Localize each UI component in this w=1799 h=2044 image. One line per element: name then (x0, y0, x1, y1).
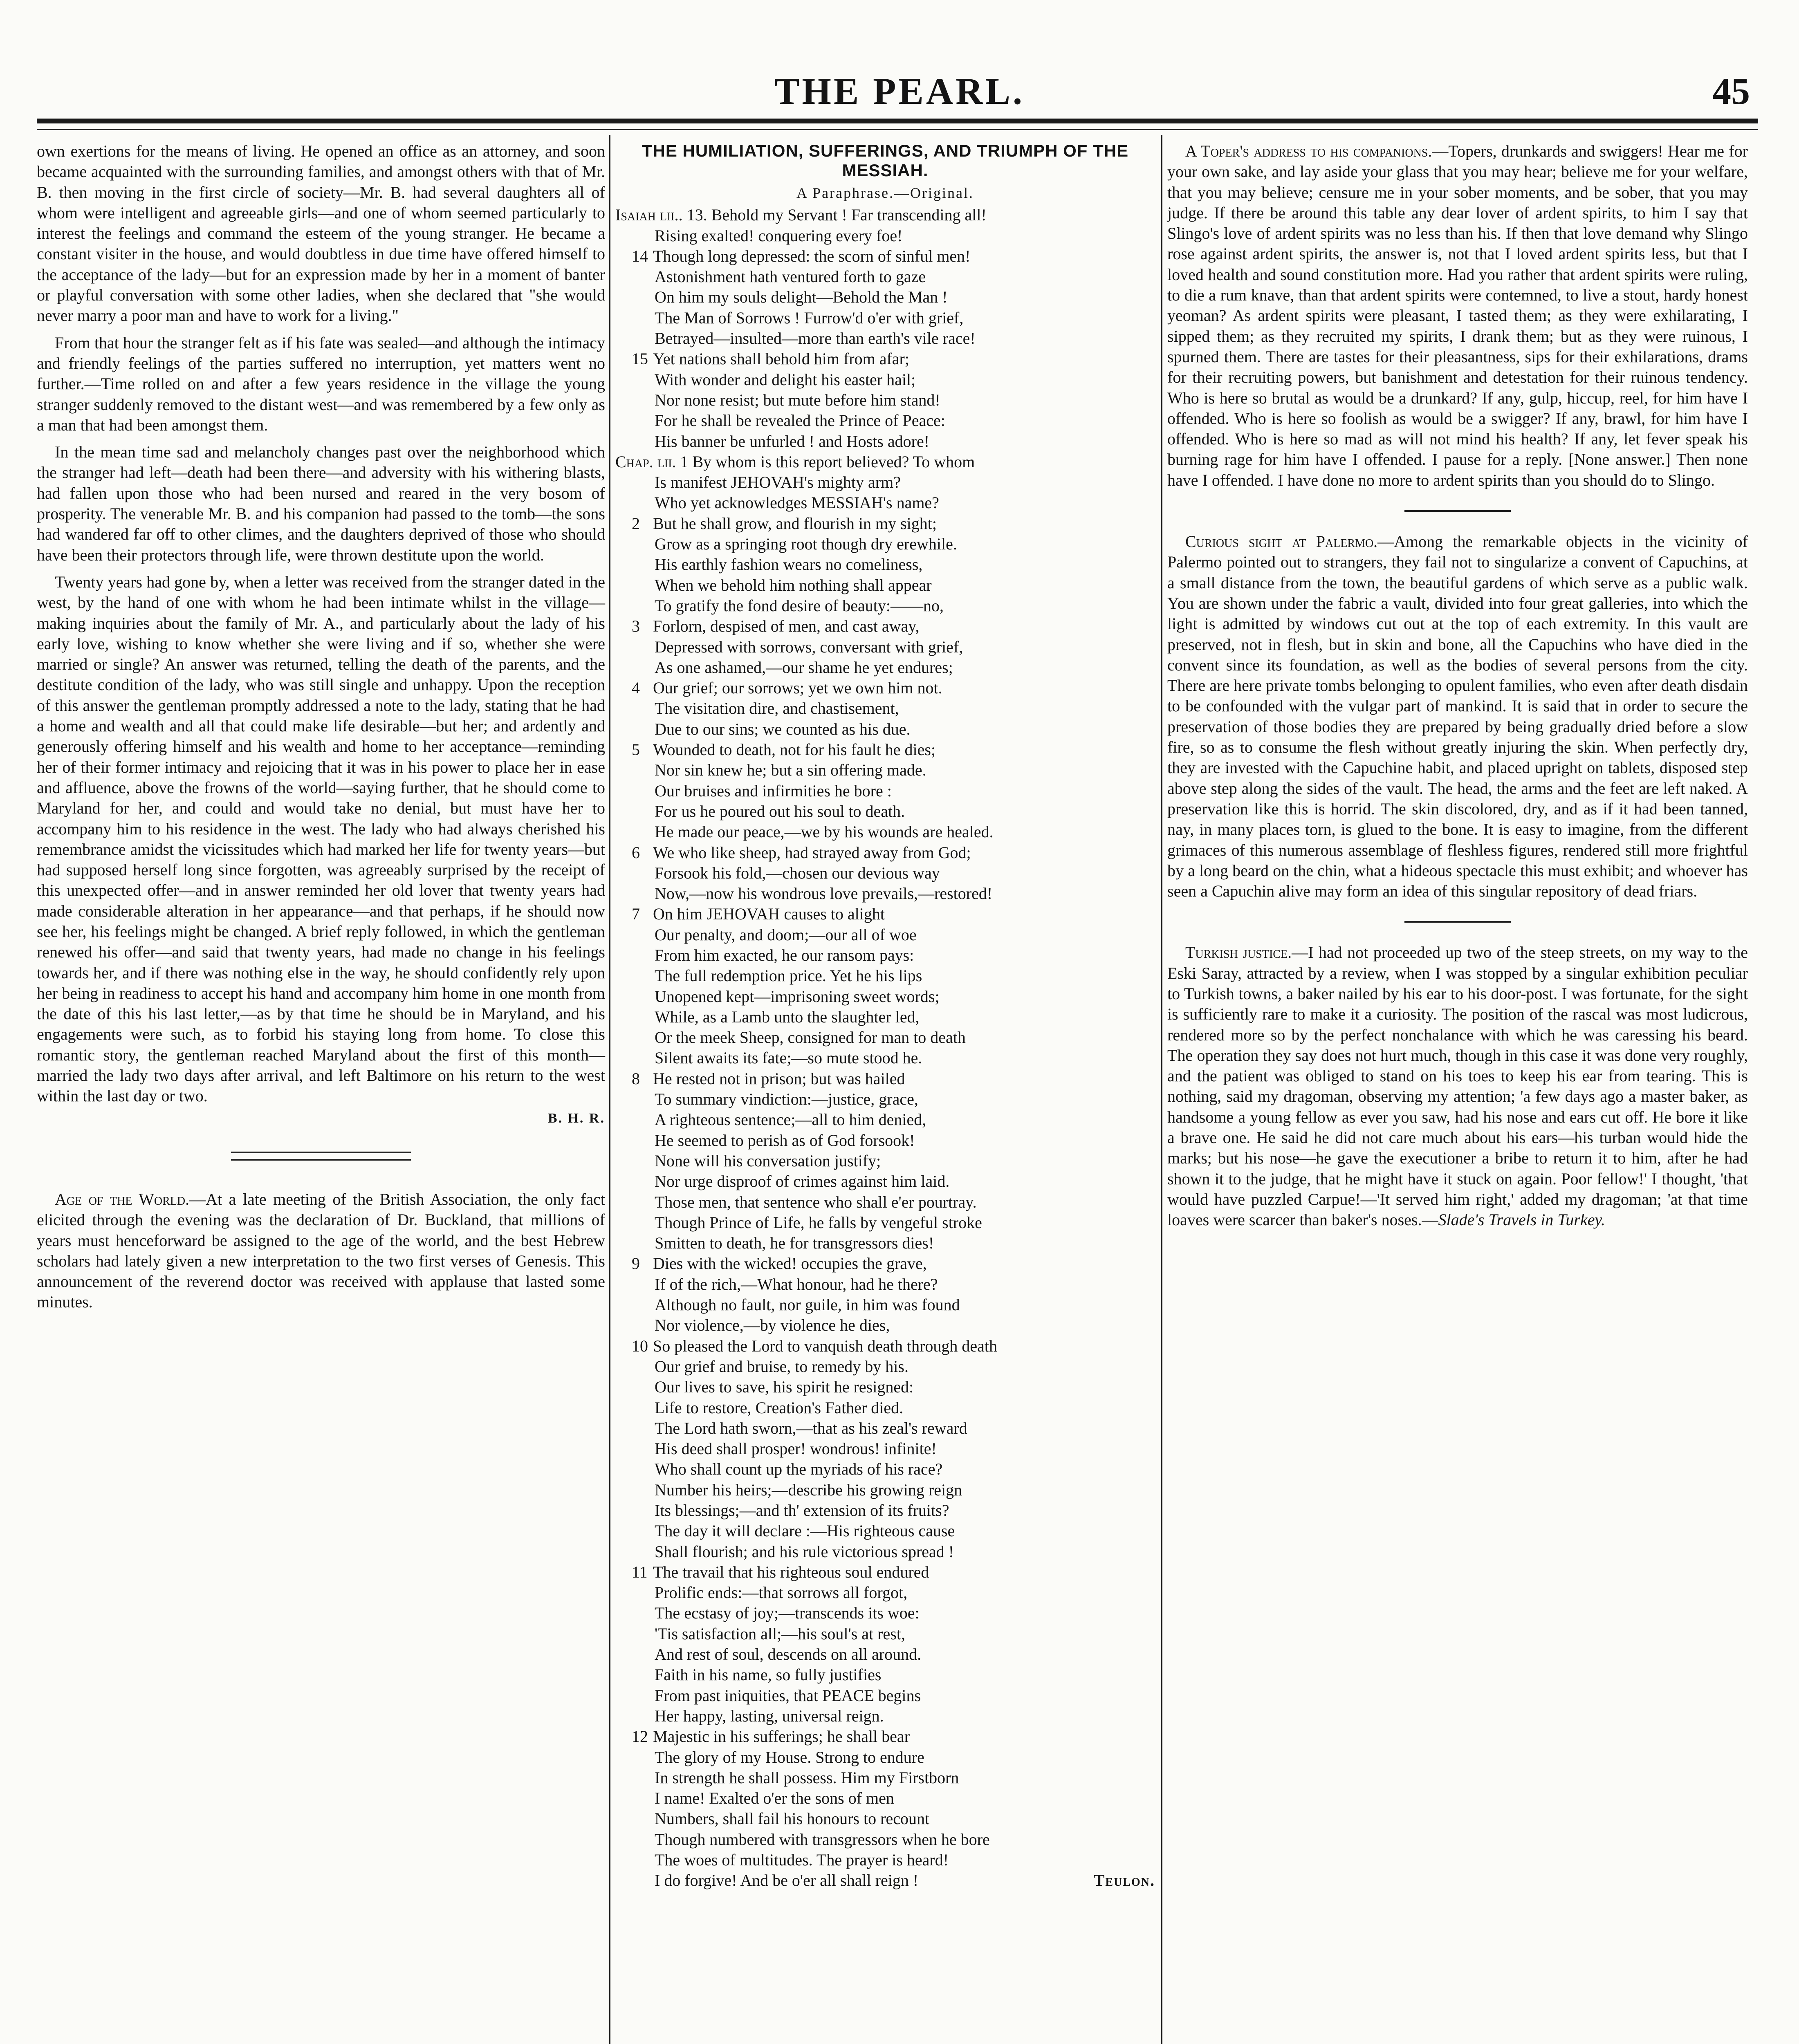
poem-text: Number his heirs;—describe his growing reign (655, 1480, 962, 1499)
age-of-world-article (37, 1189, 605, 1313)
poem-text: Nor sin knew he; but a sin offering made. (655, 761, 926, 780)
poem-line (615, 1747, 1155, 1768)
article-source: Slade's Travels in Turkey. (1438, 1210, 1606, 1229)
poem-line (615, 1582, 1155, 1603)
poem-line (615, 287, 1155, 307)
poem-line (615, 1809, 1155, 1829)
poem-text: From him exacted, he our ransom pays: (655, 946, 914, 964)
poem-line (615, 452, 1155, 472)
poem-line (615, 760, 1155, 780)
poem-text: Forlorn, despised of men, and cast away, (653, 617, 920, 636)
poem-line (615, 1377, 1155, 1397)
article-text: —Topers, drunkards and swiggers! Hear me for your own sake, and lay aside your glass that you may hear; believe me for your welfare, that you may believe; censure me in your sober moments, and be sober, that you may judge. If there be around this table any dear lover of ardent spirits, to him I say that Slingo's love of ardent spirits was no less than his. If then that love demand why Slingo rose against ardent spirits, the answer is, not that I loved ardent spirits less, but that I loved health and sound constitution more. Had you rather that ardent spirits were ruling, to die a rum knave, than that ardent spirits were contemned, to live a stout, hardy honest yeoman? As ardent spirits were pleasant, I tasted them; as they were exhilarating, I sipped them; as they recruited my spirits, I drank them; but as they were ruinous, I spurned them. There are tastes for their pleasantness, sips for their exhilarations, drams for their recruiting powers, but banishment and detestation for their ruinous tendency. Who is here so brutal as would be a drunkard? If any, gulp, hiccup, reel, for him have I offended. Who is here so foolish as would be a swigger? If any, brawl, for him have I offended. Who is here so mad as will not mind his health? If any, let fever speak his burning rage for him have I offended. I pause for a reply. [None answer.] Then none have I offended. I have done no more to ardent spirits than you should do to Slingo. (1167, 142, 1748, 489)
poem-text: If of the rich,—What honour, had he there? (655, 1275, 938, 1293)
poem-text: For us he poured out his soul to death. (655, 802, 905, 820)
poem-text: Faith in his name, so fully justifies (655, 1665, 882, 1684)
poem-title: THE HUMILIATION, SUFFERINGS, AND TRIUMPH OF THE MESSIAH. (642, 141, 1129, 180)
header-rule (37, 119, 1758, 123)
poem-text: The Lord hath sworn,—that as his zeal's reward (655, 1419, 967, 1437)
poem-line (615, 1356, 1155, 1377)
section-divider (1404, 510, 1511, 512)
poem-line (615, 883, 1155, 904)
poem-line (615, 1418, 1155, 1439)
poem-text: He made our peace,—we by his wounds are healed. (655, 823, 994, 841)
poem-text: So pleased the Lord to vanquish death through death (653, 1336, 998, 1355)
article-lead: Turkish justice. (1185, 943, 1292, 962)
poem-line (615, 370, 1155, 390)
poem-line (615, 1788, 1155, 1809)
poem-text: Our grief; our sorrows; yet we own him not. (653, 679, 942, 697)
verse-number: 15 (632, 350, 648, 368)
poem-text: But he shall grow, and flourish in my sight; (653, 514, 937, 533)
poem-line (615, 431, 1155, 452)
poem-line (615, 1336, 1155, 1356)
verse-number: 14 (632, 247, 648, 265)
poem-line (615, 1213, 1155, 1233)
verse-number: 5 (632, 740, 640, 759)
poem-text: I name! Exalted o'er the sons of men (655, 1789, 894, 1808)
poem-line (615, 1069, 1155, 1089)
poem-text: Yet nations shall behold him from afar; (653, 350, 909, 368)
poem-line (615, 1151, 1155, 1171)
poem-line (615, 1624, 1155, 1644)
poem-text: Nor urge disproof of crimes against him laid. (655, 1172, 950, 1191)
poem-text: Astonishment hath ventured forth to gaze (655, 267, 926, 286)
poem-text: A righteous sentence;—all to him denied, (655, 1110, 926, 1129)
poem-text: Who yet acknowledges MESSIAH's name? (655, 493, 939, 512)
poem-text: Though long depressed: the scorn of sinful men! (653, 247, 971, 265)
poem-text: The day it will declare :—His righteous cause (655, 1522, 955, 1540)
poem-line (615, 801, 1155, 822)
page-title: THE PEARL. (774, 70, 1025, 112)
poem-text: None will his conversation justify; (655, 1151, 881, 1170)
poem-text: When we behold him nothing shall appear (655, 576, 932, 594)
poem-line (615, 1089, 1155, 1109)
poem-line (615, 1027, 1155, 1048)
verse-number: 7 (632, 905, 640, 923)
story-paragraph: From that hour the stranger felt as if his fate was sealed—and although the intimacy and friendly feelings of the parties suffered no interruption, yet matters went no further.—Time rolled on and after a few years residence in the village the young stranger suddenly removed to the distant west—and was remembered by a few only as a man that had been amongst them. (37, 333, 605, 434)
story-signature: B. H. R. (547, 1110, 605, 1126)
verse-number: 9 (632, 1254, 640, 1273)
poem-line (615, 1768, 1155, 1788)
poem-text: Though numbered with transgressors when he bore (655, 1830, 990, 1849)
poem-line (615, 863, 1155, 883)
poem-line (615, 390, 1155, 410)
poem-line (615, 554, 1155, 575)
palermo-article (1167, 531, 1748, 901)
poem-text: On him my souls delight—Behold the Man ! (655, 288, 948, 307)
poem-text: Forsook his fold,—chosen our devious way (655, 863, 940, 882)
poem-text: Dies with the wicked! occupies the grave, (653, 1254, 927, 1273)
poem-text: Those men, that sentence who shall e'er pourtray. (655, 1192, 977, 1211)
poem-line (615, 1870, 1155, 1891)
poem-text: The travail that his righteous soul endured (653, 1562, 929, 1581)
poem-line (615, 1521, 1155, 1541)
story-paragraph: own exertions for the means of living. He opened an office as an attorney, and soon became acquainted with the surrounding families, and amongst others with that of Mr. B. then moving in the first circle of society—Mr. B. had several daughters all of whom were intelligent and agreeable girls—and one of whom seemed particularly to interest the feelings and command the esteem of the young stranger. He became a constant visiter in the house, and would doubtless in due time have offered himself to the acceptance of the lady—but for an expression made by her in a moment of banter or playful conversation with some other ladies, when she declared that "she would never marry a poor man and have to work for a living." (37, 142, 605, 325)
poem-text: Now,—now his wondrous love prevails,—restored! (655, 884, 993, 903)
poem-text: As one ashamed,—our shame he yet endures; (655, 658, 953, 677)
poem-text: Our penalty, and doom;—our all of woe (655, 925, 917, 944)
poem-text: Smitten to death, he for transgressors dies! (655, 1234, 934, 1253)
poem-text: Though Prince of Life, he falls by vengeful stroke (655, 1213, 982, 1232)
poem-line (615, 349, 1155, 369)
verse-number: 4 (632, 679, 640, 697)
column-divider (1161, 135, 1162, 2044)
poem-line (615, 1850, 1155, 1870)
poem-text: We who like sheep, had strayed away from God; (653, 843, 971, 862)
poem-text: Who shall count up the myriads of his race? (655, 1460, 943, 1479)
poem-line (615, 534, 1155, 554)
poem-line (615, 1562, 1155, 1582)
poem-line (615, 698, 1155, 719)
article-lead: A Toper's address to his companions. (1185, 142, 1432, 160)
poem-line (615, 1603, 1155, 1623)
poem-line (615, 1459, 1155, 1479)
poem-line (615, 575, 1155, 596)
poem-text: The Man of Sorrows ! Furrow'd o'er with grief, (655, 308, 964, 327)
poem-body (615, 205, 1155, 1891)
poem-text: I do forgive! And be o'er all shall reign ! (655, 1871, 919, 1890)
page-number: 45 (1712, 70, 1750, 112)
poem-line (615, 1253, 1155, 1274)
toper-article (1167, 141, 1748, 491)
article-text: —I had not proceeded up two of the steep streets, on my way to the Eski Saray, attracted by a review, when I was stopped by a singular exhibition peculiar to Turkish towns, a baker nailed by his ear to his door-post. I was fortunate, for the sight is sufficiently rare to make it a curiosity. The position of the rascal was most ludicrous, rendered more so by the perfect nonchalance with which he was caressing his beard. The operation they say does not hurt much, though in this case it was done very roughly, and the patient was obliged to stand on his toes to keep his ear from tearing. This is nothing, said my dragoman, observing my attention; 'a few days ago a master baker, as handsome a young fellow as ever you saw, had his nose and ears cut off. He bore it like a brave one. He said he did not care much about his ears—his turban would hide the marks; but his nose—he gave the executioner a bribe to return it to him, after he had shown it to the judge, that he might have it stuck on again. Poor fellow!' I thought, 'that would have puzzled Carpue!—'It served him right,' added my dragoman; 'at that time loaves were scarcer than baker's noses.— (1167, 943, 1748, 1229)
poem-line (615, 1007, 1155, 1027)
poem-text: Wounded to death, not for his fault he dies; (653, 740, 936, 759)
poem-line (615, 1500, 1155, 1521)
verse-number: 12 (632, 1727, 648, 1746)
poem-line (615, 986, 1155, 1007)
poem-line (615, 822, 1155, 842)
poem-line (615, 637, 1155, 657)
verse-number: 6 (632, 843, 640, 862)
poem-text: He seemed to perish as of God forsook! (655, 1131, 915, 1150)
poem-line (615, 1665, 1155, 1685)
column-right (1167, 141, 1748, 1230)
article-text: —At a late meeting of the British Association, the only fact elicited through the evening was the declaration of Dr. Buckland, that millions of years must henceforward be assigned to the age of the world, and the best Hebrew scholars had lately given a new interpretation to the two first verses of Genesis. This announcement of the reverend doctor was received with applause that lasted some minutes. (37, 1190, 605, 1311)
poem-line (615, 1542, 1155, 1562)
verse-number: 10 (632, 1336, 648, 1355)
poem-author: Teulon. (1093, 1871, 1155, 1890)
poem-line (615, 925, 1155, 945)
poem-line (615, 513, 1155, 534)
poem-text: His earthly fashion wears no comeliness, (655, 555, 923, 574)
article-lead: Age of the World. (55, 1190, 190, 1208)
poem-line (615, 781, 1155, 801)
story-paragraph: Twenty years had gone by, when a letter was received from the stranger dated in the west, by the hand of one with whom he had been intimate whilst in the village—making inquiries about the family of Mr. A., and particularly about the lady of his early love, wishing to know whether she were living and if so, whether she were married or single? An answer was returned, telling the death of the parents, and the destitute condition of the lady, who was still single and unhappy. Upon the reception of this answer the gentleman promptly addressed a note to the lady, stating that he had a home and wealth and all that could make life desirable—but her; and ardently and generously offering himself and his wealth and home to her acceptance—reminding her of their former intimacy and rejoicing that it was in his power to place her in ease and affluence, above the frowns of the world—saying further, that he should come to Maryland for her, and could and would take no denial, but must have her to accompany him to his residence in the west. The lady who had always cherished his remembrance amidst the vicissitudes which had marked her life for twenty years—but had supposed herself long since forgotten, was agreeably surprised by the receipt of this unexpected offer—and in answer reminded her old lover that twenty years had made considerable alteration in her appearance—and that perhaps, if he should now see her, his feelings might be changed. A brief reply followed, in which the gentleman renewed his offer—and said that twenty years, had made no change in his feelings towards her, and if there was nothing else in the way, he should confidently rely upon her being in readiness to accept his hand and accompany him home in one month from the date of this his last letter,—as by that time he should be in Maryland, and his engagements were such, as to forbid his staying long from home. To close this romantic story, the gentleman reached Maryland about the first of this month—married the lady two days after arrival, and left Baltimore on his return to the west within the last day or two. (37, 572, 605, 1105)
poem-line (615, 308, 1155, 328)
poem-subtitle: A Paraphrase.—Original. (796, 185, 974, 201)
poem-line (615, 328, 1155, 349)
poem-text: Its blessings;—and th' extension of its fruits? (655, 1501, 949, 1520)
poem-line (615, 1829, 1155, 1850)
poem-text: While, as a Lamb unto the slaughter led, (655, 1007, 920, 1026)
verse-number: 3 (632, 617, 640, 636)
poem-line (615, 1644, 1155, 1665)
poem-text: Our lives to save, his spirit he resigned: (655, 1378, 914, 1396)
poem-reference: Chap. lii. (615, 452, 676, 471)
poem-text: For he shall be revealed the Prince of Peace: (655, 411, 945, 430)
poem-text: Life to restore, Creation's Father died. (655, 1398, 904, 1417)
poem-text: The glory of my House. Strong to endure (655, 1748, 924, 1766)
poem-text: The visitation dire, and chastisement, (655, 699, 899, 718)
poem-text: Nor none resist; but mute before him stand! (655, 390, 940, 409)
poem-text: And rest of soul, descends on all around. (655, 1645, 922, 1664)
section-divider (231, 1152, 411, 1161)
poem-text: Unopened kept—imprisoning sweet words; (655, 987, 940, 1006)
poem-text: To summary vindiction:—justice, grace, (655, 1090, 918, 1109)
header-rule-thin (37, 129, 1758, 130)
verse-number: 8 (632, 1069, 640, 1088)
poem-text: Silent awaits its fate;—so mute stood he. (655, 1049, 922, 1067)
poem-text: Or the meek Sheep, consigned for man to death (655, 1028, 966, 1047)
section-divider (1404, 921, 1511, 923)
column-divider (609, 135, 610, 2044)
poem-text: The full redemption price. Yet he his lips (655, 966, 922, 985)
poem-line (615, 1192, 1155, 1213)
verse-number: 2 (632, 514, 640, 533)
poem-line (615, 226, 1155, 246)
verse-number: 11 (632, 1562, 648, 1581)
poem-reference: Isaiah lii.. 13. (615, 206, 707, 224)
poem-line (615, 1274, 1155, 1295)
poem-text: Behold my Servant ! Far transcending all! (711, 206, 987, 224)
poem-text: Due to our sins; we counted as his due. (655, 719, 911, 738)
poem-line (615, 493, 1155, 513)
poem-text: In strength he shall possess. Him my Firstborn (655, 1768, 959, 1787)
poem-text: From past iniquities, that PEACE begins (655, 1686, 921, 1705)
poem-text: His banner be unfurled ! and Hosts adore! (655, 432, 930, 450)
poem-line (615, 1109, 1155, 1130)
turkish-article (1167, 942, 1748, 1230)
poem-line (615, 267, 1155, 287)
poem-text: Nor violence,—by violence he dies, (655, 1316, 890, 1335)
poem-text: Our bruises and infirmities he bore : (655, 781, 892, 800)
poem-text: Although no fault, nor guile, in him was found (655, 1295, 960, 1314)
column-left (37, 141, 605, 1313)
poem-text: On him JEHOVAH causes to alight (653, 905, 885, 923)
poem-text: The woes of multitudes. The prayer is heard! (655, 1851, 949, 1869)
poem-line (615, 1439, 1155, 1459)
poem-text: He rested not in prison; but was hailed (653, 1069, 905, 1088)
story-paragraph: In the mean time sad and melancholy changes past over the neighborhood which the stranger had left—death had been there—and adversity with his withering blasts, had fallen upon those who had been nursed and reared in the very bosom of prosperity. The venerable Mr. B. and his companion had passed to the tomb—the sons had wandered far off to other climes, and the daughters deprived of those who should have been their protectors through life, were thrown destitute upon the world. (37, 443, 605, 564)
poem-line (615, 678, 1155, 698)
poem-line (615, 1233, 1155, 1253)
poem-line (615, 1726, 1155, 1747)
poem-text: Prolific ends:—that sorrows all forgot, (655, 1583, 908, 1602)
poem-line (615, 657, 1155, 678)
article-lead: Curious sight at Palermo. (1185, 532, 1378, 551)
poem-text: His deed shall prosper! wondrous! infinite! (655, 1439, 937, 1458)
column-middle (615, 141, 1155, 1891)
poem-text: Shall flourish; and his rule victorious spread ! (655, 1542, 954, 1561)
poem-text: Majestic in his sufferings; he shall bear (653, 1727, 910, 1746)
poem-line (615, 1130, 1155, 1151)
poem-text: Betrayed—insulted—more than earth's vile race! (655, 329, 976, 348)
poem-text: The ecstasy of joy;—transcends its woe: (655, 1604, 920, 1623)
poem-text: Her happy, lasting, universal reign. (655, 1706, 884, 1725)
poem-line (615, 596, 1155, 616)
poem-text: 1 By whom is this report believed? To whom (680, 452, 975, 471)
poem-text: Depressed with sorrows, conversant with grief, (655, 637, 963, 656)
poem-line (615, 1480, 1155, 1500)
poem-line (615, 1295, 1155, 1315)
article-text: —Among the remarkable objects in the vicinity of Palermo pointed out to strangers, they fail not to singularize a convent of Capuchins, at a small distance from the town, the beautiful gardens of which serve as a public walk. You are shown under the fabric a vault, divided into four great galleries, into which the light is admitted by windows cut out at the top of each extremity. In this vault are preserved, not in flesh, but in skin and bone, all the Capuchins who have died in the convent since its foundation, as well as the bodies of several persons from the city. There are here private tombs belonging to opulent families, who even after death disdain to be confounded with the vulgar part of mankind. It is said that in order to secure the preservation of those bodies they are prepared by being gradually dried before a slow fire, so as to consume the flesh without greatly injuring the skin. When perfectly dry, they are invested with the Capuchine habit, and placed upright on tablets, disposed step above step along the sides of the vault. The head, the arms and the feet are left naked. A preservation like this is horrid. The skin discolored, dry, and as if it had been tanned, nay, in many places torn, is glued to the bone. It is easy to imagine, from the different grimaces of this numerous assemblage of fleshless figures, rendered still more frightful by a long beard on the chin, what a hideous spectacle this must exhibit; and whoever has seen a Capuchin alive may form an idea of this singular repository of dead friars. (1167, 532, 1748, 901)
poem-line (615, 246, 1155, 267)
poem-line (615, 410, 1155, 431)
poem-text: To gratify the fond desire of beauty:——no, (655, 596, 944, 615)
poem-line (615, 1048, 1155, 1068)
poem-text: Is manifest JEHOVAH's mighty arm? (655, 473, 901, 492)
poem-line (615, 719, 1155, 740)
poem-line (615, 472, 1155, 493)
poem-text: Our grief and bruise, to remedy by his. (655, 1357, 908, 1376)
poem-line (615, 616, 1155, 637)
poem-line (615, 843, 1155, 863)
poem-line (615, 1706, 1155, 1726)
poem-line (615, 740, 1155, 760)
poem-text: Numbers, shall fail his honours to recount (655, 1809, 930, 1828)
poem-text: Rising exalted! conquering every foe! (655, 226, 903, 245)
poem-line (615, 966, 1155, 986)
poem-line (615, 1315, 1155, 1336)
poem-text: 'Tis satisfaction all;—his soul's at rest, (655, 1624, 905, 1643)
poem-line (615, 1398, 1155, 1418)
poem-line (615, 945, 1155, 966)
poem-line (615, 904, 1155, 924)
poem-text: With wonder and delight his easter hail; (655, 370, 916, 389)
poem-text: Grow as a springing root though dry erewhile. (655, 535, 957, 554)
poem-line (615, 1171, 1155, 1192)
poem-line (615, 205, 1155, 225)
poem-line (615, 1685, 1155, 1706)
